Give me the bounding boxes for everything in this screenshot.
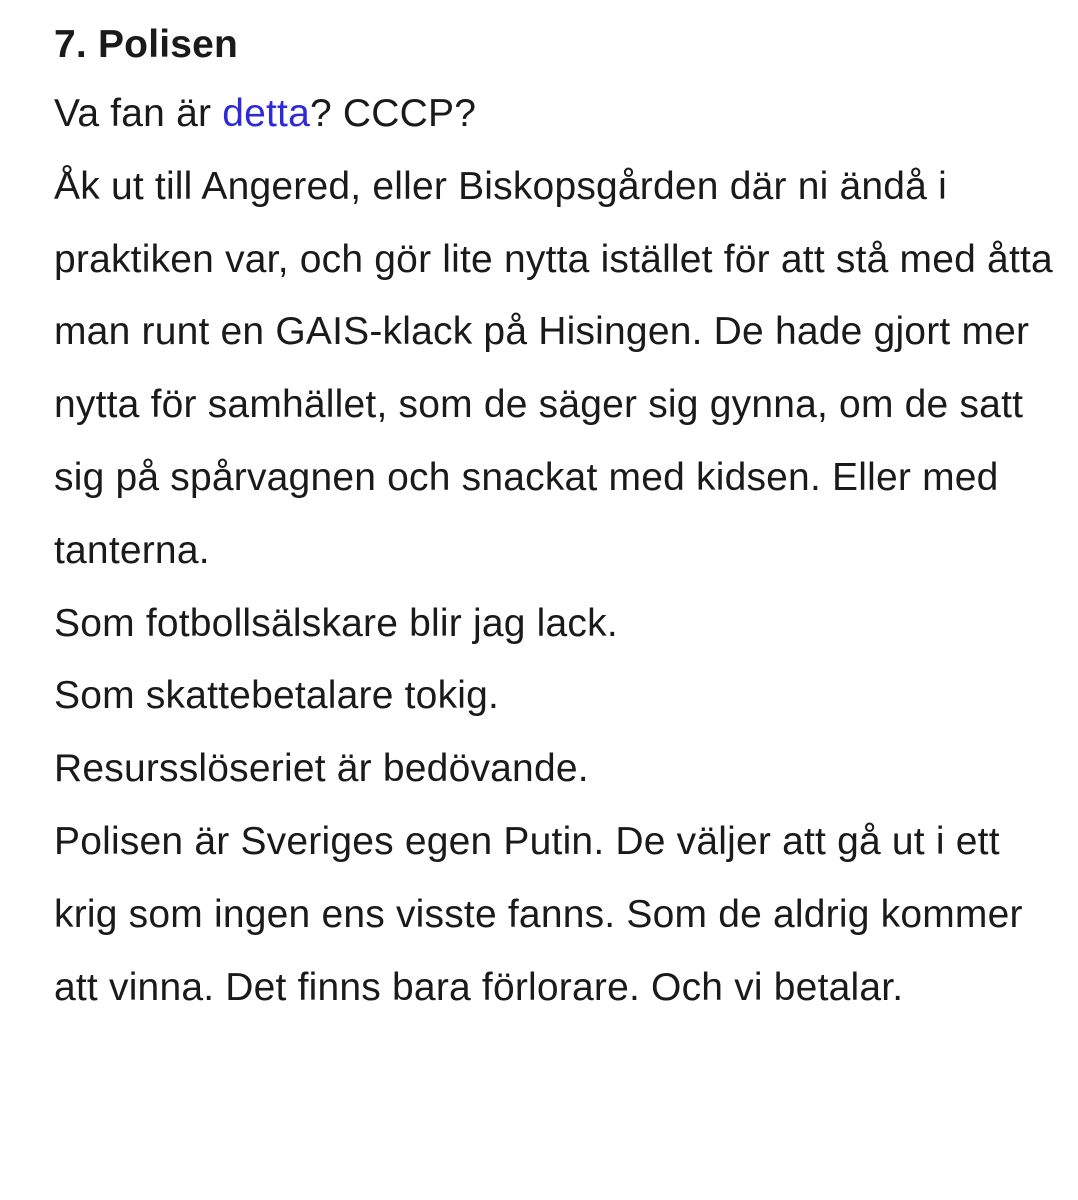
section-heading: 7. Polisen [54, 23, 239, 66]
article-body [54, 12, 1054, 1024]
intro-text-after: ? CCCP? [309, 92, 477, 135]
paragraph-fotbollsalskare: Som fotbollsälskare blir jag lack. [54, 601, 618, 645]
paragraph-skattebetalare: Som skattebetalare tokig. [54, 674, 500, 718]
detta-link[interactable]: detta [222, 92, 310, 135]
intro-text-before: Va fan är [54, 92, 223, 135]
paragraph-resursloseriet: Resursslöseriet är bedövande. [54, 747, 589, 791]
paragraph-angered: Åk ut till Angered, eller Biskopsgården där ni ändå i praktiken var, och gör lite nytta istället för att stå med åtta man runt en GAIS-klack på Hisingen. De hade gjort mer nytta för samhället, som de säger sig gynna, om de satt sig på spårvagnen och snackat med kidsen. Eller med tanterna. [54, 164, 1053, 572]
intro-line [54, 78, 1054, 151]
paragraph-putin: Polisen är Sveriges egen Putin. De väljer att gå ut i ett krig som ingen ens visste fanns. Som de aldrig kommer att vinna. Det finns bara förlorare. Och vi betalar. [54, 819, 1023, 1009]
